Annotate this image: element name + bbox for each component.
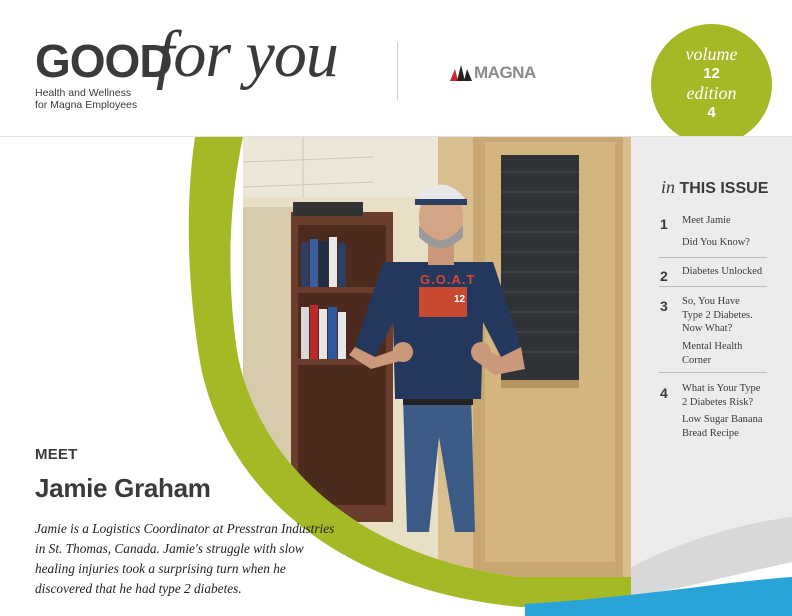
toc-divider [659, 372, 767, 373]
logo-good-text: GOOD [35, 35, 172, 87]
tagline-line-2: for Magna Employees [35, 99, 138, 111]
meet-label: MEET [35, 446, 78, 463]
toc-number-1: 1 [660, 216, 668, 232]
shirt-number: 12 [454, 294, 466, 305]
toc-item-did-you-know[interactable]: Did You Know? [682, 237, 750, 248]
magna-logo [450, 63, 536, 83]
toc-heading-in: in [661, 177, 676, 197]
toc-item-banana-bread[interactable]: Low Sugar Banana Bread Recipe [682, 414, 763, 439]
toc-heading [661, 177, 768, 198]
featured-name: Jamie Graham [35, 473, 211, 503]
tagline [35, 87, 137, 111]
shirt-text: G.O.A.T [420, 272, 476, 287]
toc-item-diabetes-risk[interactable]: What is Your Type 2 Diabetes Risk? [682, 383, 761, 408]
toc-number-3: 3 [660, 298, 668, 314]
volume-number: 12 [703, 65, 720, 82]
magna-mark-icon [450, 65, 472, 81]
toc-heading-title: THIS ISSUE [679, 180, 769, 197]
toc-item-mental-health-corner[interactable]: Mental Health Corner [682, 341, 743, 366]
feature-intro: Jamie is a Logistics Coordinator at Presstran Industries in St. Thomas, Canada. Jamie's struggle with slow healing injuries took a surprising turn when he discovered that he had type 2 diabetes. [35, 521, 335, 596]
magna-wordmark: MAGNA [474, 63, 536, 82]
toc-item-type-2-now-what[interactable]: So, You Have Type 2 Diabetes. Now What? [682, 296, 753, 334]
edition-number: 4 [707, 104, 716, 121]
edition-label: edition [686, 83, 737, 103]
toc-divider [659, 257, 767, 258]
toc-number-2: 2 [660, 268, 668, 284]
logo-for-you-text: for you [156, 18, 338, 91]
header-divider [397, 42, 398, 100]
volume-badge [651, 24, 772, 145]
toc-item-meet-jamie[interactable]: Meet Jamie [682, 215, 731, 226]
toc-divider [659, 286, 767, 287]
tagline-line-1: Health and Wellness [35, 87, 132, 99]
volume-label: volume [685, 44, 738, 64]
toc-item-diabetes-unlocked[interactable]: Diabetes Unlocked [682, 266, 763, 277]
toc-number-4: 4 [660, 385, 668, 401]
